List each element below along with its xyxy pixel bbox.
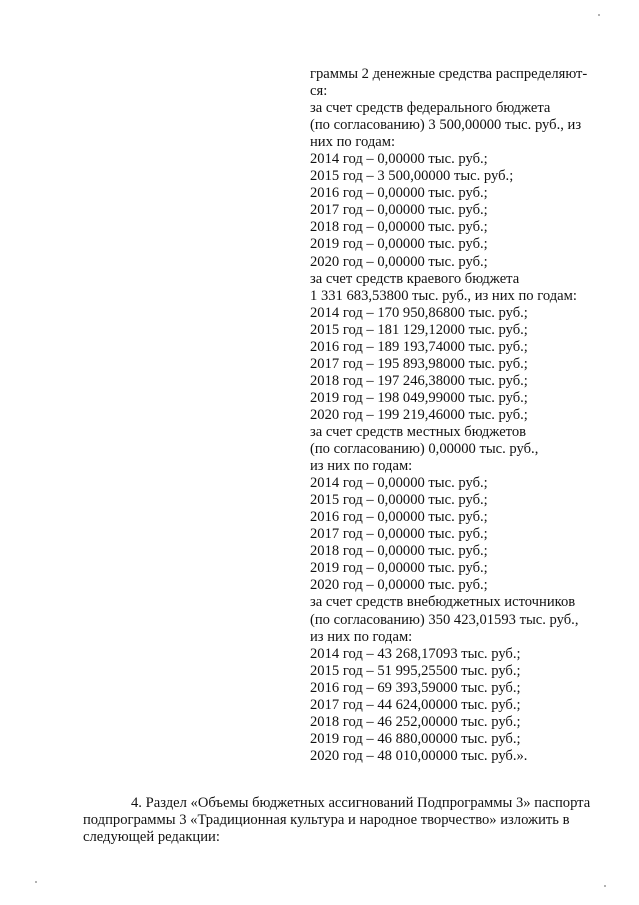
text-line: 2019 год – 46 880,00000 тыс. руб.;	[310, 730, 521, 747]
text-line: 2014 год – 0,00000 тыс. руб.;	[310, 475, 488, 492]
text-line: 2015 год – 181 129,12000 тыс. руб.;	[310, 321, 528, 338]
text-line: 2018 год – 0,00000 тыс. руб.;	[310, 543, 488, 560]
paragraph-line: подпрограммы 3 «Традиционная культура и народное творчество» изложить в	[83, 812, 570, 829]
text-line: 2020 год – 0,00000 тыс. руб.;	[310, 577, 488, 594]
text-line: 2019 год – 198 049,99000 тыс. руб.;	[310, 389, 528, 406]
text-line: 2018 год – 46 252,00000 тыс. руб.;	[310, 713, 521, 730]
text-line: 2016 год – 0,00000 тыс. руб.;	[310, 509, 488, 526]
text-line: за счет средств федерального бюджета	[310, 100, 551, 117]
text-line: 2017 год – 195 893,98000 тыс. руб.;	[310, 355, 528, 372]
text-line: за счет средств краевого бюджета	[310, 270, 520, 287]
text-line: них по годам:	[310, 134, 396, 151]
text-line: 2020 год – 0,00000 тыс. руб.;	[310, 253, 488, 270]
text-line: 2016 год – 69 393,59000 тыс. руб.;	[310, 679, 521, 696]
text-line: 2020 год – 199 219,46000 тыс. руб.;	[310, 406, 528, 423]
item-4-paragraph	[83, 795, 623, 847]
paragraph-line: 4. Раздел «Объемы бюджетных ассигнований Подпрограммы 3» паспорта	[131, 795, 591, 811]
text-line: 2018 год – 0,00000 тыс. руб.;	[310, 219, 488, 236]
text-line: 2014 год – 0,00000 тыс. руб.;	[310, 151, 488, 168]
scan-speck	[35, 881, 37, 883]
paragraph-line: следующей редакции:	[83, 829, 220, 846]
text-line: (по согласованию) 350 423,01593 тыс. руб.,	[310, 611, 579, 628]
text-line: 2017 год – 0,00000 тыс. руб.;	[310, 202, 488, 219]
scan-speck	[598, 14, 600, 16]
text-line: 2017 год – 0,00000 тыс. руб.;	[310, 526, 488, 543]
text-line: из них по годам:	[310, 628, 413, 645]
text-line: граммы 2 денежные средства распределяют-	[310, 66, 588, 82]
text-line: из них по годам:	[310, 458, 413, 475]
text-line: ся:	[310, 83, 328, 100]
text-line: 2020 год – 48 010,00000 тыс. руб.».	[310, 747, 528, 764]
financing-text-block	[310, 66, 610, 765]
text-line: за счет средств внебюджетных источников	[310, 594, 576, 611]
text-line: (по согласованию) 3 500,00000 тыс. руб., из	[310, 117, 582, 134]
text-line: 2014 год – 170 950,86800 тыс. руб.;	[310, 304, 528, 321]
text-line: 2016 год – 0,00000 тыс. руб.;	[310, 185, 488, 202]
text-line: 2015 год – 51 995,25500 тыс. руб.;	[310, 662, 521, 679]
text-line: 2015 год – 3 500,00000 тыс. руб.;	[310, 168, 514, 185]
scan-speck	[604, 885, 606, 887]
text-line: 2019 год – 0,00000 тыс. руб.;	[310, 236, 488, 253]
text-line: 2014 год – 43 268,17093 тыс. руб.;	[310, 645, 521, 662]
text-line: 2015 год – 0,00000 тыс. руб.;	[310, 492, 488, 509]
text-line: 1 331 683,53800 тыс. руб., из них по годам:	[310, 287, 577, 304]
text-line: 2017 год – 44 624,00000 тыс. руб.;	[310, 696, 521, 713]
text-line: 2018 год – 197 246,38000 тыс. руб.;	[310, 372, 528, 389]
text-line: 2016 год – 189 193,74000 тыс. руб.;	[310, 338, 528, 355]
text-line: (по согласованию) 0,00000 тыс. руб.,	[310, 441, 539, 458]
text-line: 2019 год – 0,00000 тыс. руб.;	[310, 560, 488, 577]
text-line: за счет средств местных бюджетов	[310, 423, 527, 440]
